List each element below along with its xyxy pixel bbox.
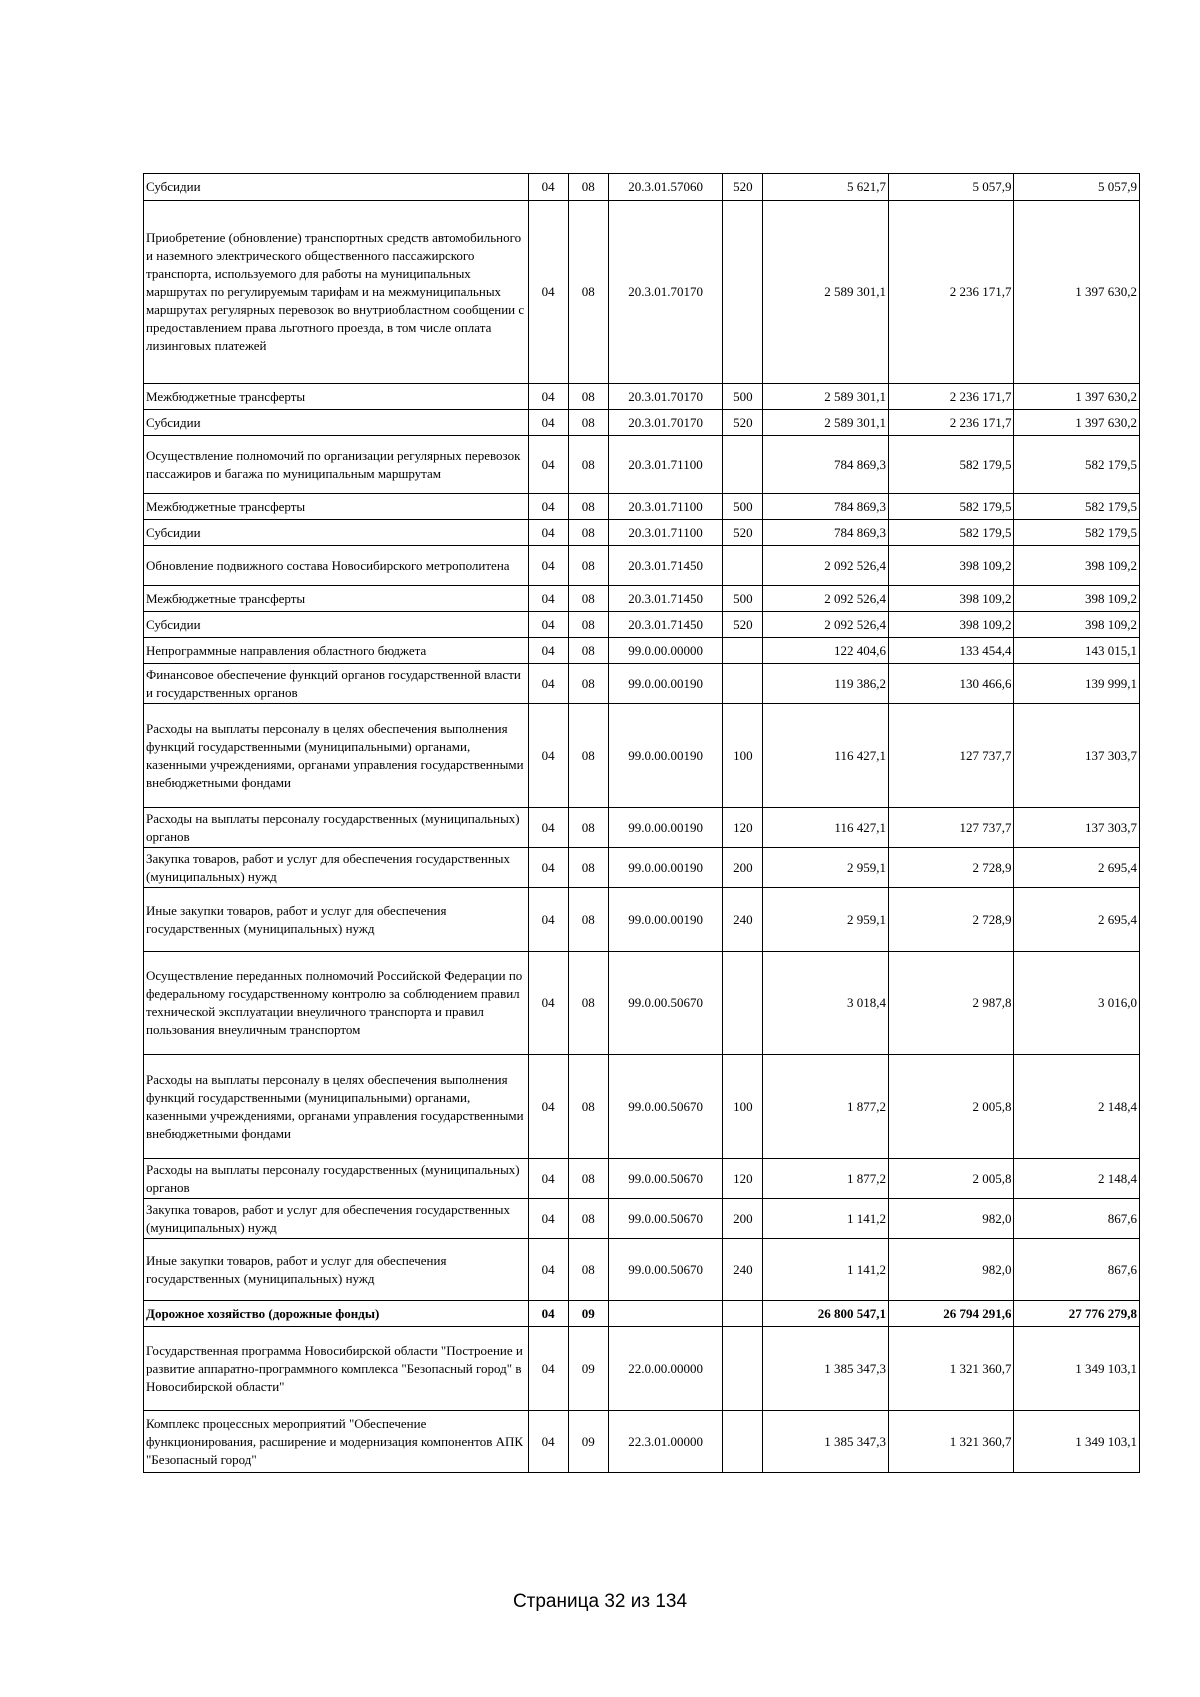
subsection-code: 08 bbox=[568, 612, 608, 638]
row-name: Субсидии bbox=[144, 174, 529, 201]
row-name: Субсидии bbox=[144, 612, 529, 638]
section-code: 04 bbox=[528, 1411, 568, 1473]
amount-year-1: 3 018,4 bbox=[763, 952, 889, 1055]
section-code: 04 bbox=[528, 1327, 568, 1411]
amount-year-3: 582 179,5 bbox=[1014, 520, 1140, 546]
target-article-code: 20.3.01.70170 bbox=[608, 410, 722, 436]
page-number: Страница 32 из 134 bbox=[512, 1591, 688, 1612]
subsection-code: 08 bbox=[568, 808, 608, 848]
row-name: Осуществление переданных полномочий Российской Федерации по федеральному государственному контролю за соблюдением правил технической эксплуатации внеуличного транспорта и правил пользования внеуличным транспортом bbox=[144, 952, 529, 1055]
table-row bbox=[144, 494, 1140, 520]
amount-year-1: 116 427,1 bbox=[763, 704, 889, 808]
section-code: 04 bbox=[528, 612, 568, 638]
amount-year-1: 122 404,6 bbox=[763, 638, 889, 664]
section-code: 04 bbox=[528, 888, 568, 952]
target-article-code bbox=[608, 1301, 722, 1327]
target-article-code: 20.3.01.70170 bbox=[608, 201, 722, 384]
section-code: 04 bbox=[528, 546, 568, 586]
target-article-code: 99.0.00.00000 bbox=[608, 638, 722, 664]
table-row bbox=[144, 1239, 1140, 1301]
subsection-code: 08 bbox=[568, 1055, 608, 1159]
expense-type-code bbox=[723, 664, 763, 704]
subsection-code: 08 bbox=[568, 586, 608, 612]
amount-year-3: 582 179,5 bbox=[1014, 436, 1140, 494]
section-code: 04 bbox=[528, 1199, 568, 1239]
amount-year-1: 1 877,2 bbox=[763, 1055, 889, 1159]
section-code: 04 bbox=[528, 494, 568, 520]
amount-year-2: 127 737,7 bbox=[888, 808, 1014, 848]
row-name: Дорожное хозяйство (дорожные фонды) bbox=[144, 1301, 529, 1327]
amount-year-1: 2 959,1 bbox=[763, 848, 889, 888]
target-article-code: 20.3.01.71450 bbox=[608, 546, 722, 586]
row-name: Иные закупки товаров, работ и услуг для обеспечения государственных (муниципальных) нужд bbox=[144, 1239, 529, 1301]
row-name: Непрограммные направления областного бюджета bbox=[144, 638, 529, 664]
row-name: Межбюджетные трансферты bbox=[144, 384, 529, 410]
expense-type-code: 240 bbox=[723, 1239, 763, 1301]
amount-year-1: 2 589 301,1 bbox=[763, 410, 889, 436]
section-code: 04 bbox=[528, 174, 568, 201]
expense-type-code: 500 bbox=[723, 494, 763, 520]
amount-year-3: 1 397 630,2 bbox=[1014, 410, 1140, 436]
amount-year-2: 2 236 171,7 bbox=[888, 410, 1014, 436]
section-code: 04 bbox=[528, 384, 568, 410]
amount-year-1: 784 869,3 bbox=[763, 436, 889, 494]
amount-year-2: 1 321 360,7 bbox=[888, 1411, 1014, 1473]
table-row bbox=[144, 384, 1140, 410]
table-row bbox=[144, 1301, 1140, 1327]
row-name: Расходы на выплаты персоналу государственных (муниципальных) органов bbox=[144, 808, 529, 848]
section-code: 04 bbox=[528, 1055, 568, 1159]
target-article-code: 20.3.01.71100 bbox=[608, 494, 722, 520]
expense-type-code: 100 bbox=[723, 704, 763, 808]
amount-year-1: 2 092 526,4 bbox=[763, 612, 889, 638]
expense-type-code: 200 bbox=[723, 848, 763, 888]
expense-type-code: 520 bbox=[723, 410, 763, 436]
target-article-code: 20.3.01.71450 bbox=[608, 586, 722, 612]
target-article-code: 22.0.00.00000 bbox=[608, 1327, 722, 1411]
subsection-code: 08 bbox=[568, 410, 608, 436]
row-name: Комплекс процессных мероприятий "Обеспечение функционирования, расширение и модернизация компонентов АПК "Безопасный город" bbox=[144, 1411, 529, 1473]
subsection-code: 09 bbox=[568, 1411, 608, 1473]
target-article-code: 99.0.00.50670 bbox=[608, 1159, 722, 1199]
amount-year-2: 2 005,8 bbox=[888, 1159, 1014, 1199]
amount-year-3: 139 999,1 bbox=[1014, 664, 1140, 704]
subsection-code: 08 bbox=[568, 436, 608, 494]
table-row bbox=[144, 1411, 1140, 1473]
amount-year-1: 2 589 301,1 bbox=[763, 201, 889, 384]
amount-year-2: 398 109,2 bbox=[888, 612, 1014, 638]
section-code: 04 bbox=[528, 436, 568, 494]
row-name: Обновление подвижного состава Новосибирского метрополитена bbox=[144, 546, 529, 586]
expense-type-code bbox=[723, 1327, 763, 1411]
amount-year-1: 2 589 301,1 bbox=[763, 384, 889, 410]
amount-year-3: 2 148,4 bbox=[1014, 1159, 1140, 1199]
target-article-code: 20.3.01.71100 bbox=[608, 436, 722, 494]
section-code: 04 bbox=[528, 1159, 568, 1199]
amount-year-1: 1 141,2 bbox=[763, 1199, 889, 1239]
subsection-code: 08 bbox=[568, 546, 608, 586]
table-row bbox=[144, 704, 1140, 808]
amount-year-3: 137 303,7 bbox=[1014, 808, 1140, 848]
amount-year-3: 582 179,5 bbox=[1014, 494, 1140, 520]
amount-year-3: 867,6 bbox=[1014, 1199, 1140, 1239]
amount-year-3: 2 148,4 bbox=[1014, 1055, 1140, 1159]
amount-year-1: 2 092 526,4 bbox=[763, 546, 889, 586]
expense-type-code bbox=[723, 1301, 763, 1327]
subsection-code: 08 bbox=[568, 704, 608, 808]
amount-year-2: 2 236 171,7 bbox=[888, 384, 1014, 410]
amount-year-2: 582 179,5 bbox=[888, 520, 1014, 546]
table-row bbox=[144, 586, 1140, 612]
amount-year-3: 2 695,4 bbox=[1014, 888, 1140, 952]
expense-type-code bbox=[723, 201, 763, 384]
target-article-code: 20.3.01.71450 bbox=[608, 612, 722, 638]
amount-year-2: 582 179,5 bbox=[888, 494, 1014, 520]
row-name: Закупка товаров, работ и услуг для обеспечения государственных (муниципальных) нужд bbox=[144, 1199, 529, 1239]
target-article-code: 20.3.01.57060 bbox=[608, 174, 722, 201]
expense-type-code: 120 bbox=[723, 808, 763, 848]
row-name: Межбюджетные трансферты bbox=[144, 586, 529, 612]
row-name: Закупка товаров, работ и услуг для обеспечения государственных (муниципальных) нужд bbox=[144, 848, 529, 888]
section-code: 04 bbox=[528, 704, 568, 808]
subsection-code: 08 bbox=[568, 174, 608, 201]
row-name: Расходы на выплаты персоналу в целях обеспечения выполнения функций государственными (муниципальными) органами, казенными учреждениями, органами управления государственными внебюджетными фондами bbox=[144, 1055, 529, 1159]
amount-year-2: 398 109,2 bbox=[888, 546, 1014, 586]
amount-year-3: 398 109,2 bbox=[1014, 586, 1140, 612]
row-name: Расходы на выплаты персоналу государственных (муниципальных) органов bbox=[144, 1159, 529, 1199]
table-row bbox=[144, 436, 1140, 494]
amount-year-3: 3 016,0 bbox=[1014, 952, 1140, 1055]
row-name: Субсидии bbox=[144, 410, 529, 436]
target-article-code: 22.3.01.00000 bbox=[608, 1411, 722, 1473]
amount-year-2: 2 005,8 bbox=[888, 1055, 1014, 1159]
amount-year-1: 784 869,3 bbox=[763, 520, 889, 546]
expense-type-code: 240 bbox=[723, 888, 763, 952]
amount-year-1: 1 385 347,3 bbox=[763, 1327, 889, 1411]
subsection-code: 08 bbox=[568, 384, 608, 410]
table-row bbox=[144, 888, 1140, 952]
subsection-code: 08 bbox=[568, 848, 608, 888]
row-name: Осуществление полномочий по организации регулярных перевозок пассажиров и багажа по муниципальным маршрутам bbox=[144, 436, 529, 494]
target-article-code: 99.0.00.50670 bbox=[608, 952, 722, 1055]
section-code: 04 bbox=[528, 638, 568, 664]
subsection-code: 09 bbox=[568, 1327, 608, 1411]
target-article-code: 20.3.01.71100 bbox=[608, 520, 722, 546]
table-row bbox=[144, 848, 1140, 888]
table-row bbox=[144, 664, 1140, 704]
subsection-code: 08 bbox=[568, 494, 608, 520]
section-code: 04 bbox=[528, 664, 568, 704]
expense-type-code: 500 bbox=[723, 384, 763, 410]
amount-year-1: 1 141,2 bbox=[763, 1239, 889, 1301]
subsection-code: 08 bbox=[568, 1199, 608, 1239]
amount-year-1: 119 386,2 bbox=[763, 664, 889, 704]
subsection-code: 09 bbox=[568, 1301, 608, 1327]
amount-year-2: 2 728,9 bbox=[888, 888, 1014, 952]
amount-year-1: 1 877,2 bbox=[763, 1159, 889, 1199]
table-row bbox=[144, 1327, 1140, 1411]
table-row bbox=[144, 520, 1140, 546]
amount-year-2: 398 109,2 bbox=[888, 586, 1014, 612]
table-row bbox=[144, 1159, 1140, 1199]
section-code: 04 bbox=[528, 410, 568, 436]
subsection-code: 08 bbox=[568, 952, 608, 1055]
row-name: Расходы на выплаты персоналу в целях обеспечения выполнения функций государственными (муниципальными) органами, казенными учреждениями, органами управления государственными внебюджетными фондами bbox=[144, 704, 529, 808]
row-name: Финансовое обеспечение функций органов государственной власти и государственных органов bbox=[144, 664, 529, 704]
amount-year-1: 2 092 526,4 bbox=[763, 586, 889, 612]
amount-year-3: 398 109,2 bbox=[1014, 546, 1140, 586]
section-code: 04 bbox=[528, 1301, 568, 1327]
section-code: 04 bbox=[528, 1239, 568, 1301]
expense-type-code: 520 bbox=[723, 520, 763, 546]
amount-year-2: 5 057,9 bbox=[888, 174, 1014, 201]
amount-year-3: 143 015,1 bbox=[1014, 638, 1140, 664]
target-article-code: 20.3.01.70170 bbox=[608, 384, 722, 410]
expense-type-code: 520 bbox=[723, 612, 763, 638]
expense-type-code bbox=[723, 546, 763, 586]
amount-year-3: 5 057,9 bbox=[1014, 174, 1140, 201]
amount-year-2: 26 794 291,6 bbox=[888, 1301, 1014, 1327]
section-code: 04 bbox=[528, 808, 568, 848]
amount-year-3: 398 109,2 bbox=[1014, 612, 1140, 638]
table-row bbox=[144, 1055, 1140, 1159]
row-name: Межбюджетные трансферты bbox=[144, 494, 529, 520]
section-code: 04 bbox=[528, 520, 568, 546]
section-code: 04 bbox=[528, 952, 568, 1055]
budget-table bbox=[143, 173, 1140, 1473]
table-row bbox=[144, 410, 1140, 436]
expense-type-code: 500 bbox=[723, 586, 763, 612]
amount-year-1: 2 959,1 bbox=[763, 888, 889, 952]
section-code: 04 bbox=[528, 848, 568, 888]
table-row bbox=[144, 174, 1140, 201]
subsection-code: 08 bbox=[568, 1239, 608, 1301]
target-article-code: 99.0.00.50670 bbox=[608, 1055, 722, 1159]
expense-type-code: 120 bbox=[723, 1159, 763, 1199]
subsection-code: 08 bbox=[568, 638, 608, 664]
row-name: Приобретение (обновление) транспортных средств автомобильного и наземного электрического общественного пассажирского транспорта, используемого для работы на муниципальных маршрутах по регулируемым тарифам и на межмуниципальных маршрутах регулярных перевозок во внутриобластном сообщении с предоставлением права льготного проезда, в том числе оплата лизинговых платежей bbox=[144, 201, 529, 384]
table-row bbox=[144, 952, 1140, 1055]
section-code: 04 bbox=[528, 586, 568, 612]
table-row bbox=[144, 612, 1140, 638]
expense-type-code: 520 bbox=[723, 174, 763, 201]
amount-year-1: 26 800 547,1 bbox=[763, 1301, 889, 1327]
subsection-code: 08 bbox=[568, 888, 608, 952]
amount-year-3: 2 695,4 bbox=[1014, 848, 1140, 888]
table-row bbox=[144, 201, 1140, 384]
target-article-code: 99.0.00.50670 bbox=[608, 1199, 722, 1239]
table-row bbox=[144, 638, 1140, 664]
amount-year-3: 1 397 630,2 bbox=[1014, 384, 1140, 410]
table-row bbox=[144, 808, 1140, 848]
table-row bbox=[144, 546, 1140, 586]
expense-type-code bbox=[723, 952, 763, 1055]
amount-year-1: 1 385 347,3 bbox=[763, 1411, 889, 1473]
amount-year-2: 2 236 171,7 bbox=[888, 201, 1014, 384]
amount-year-2: 130 466,6 bbox=[888, 664, 1014, 704]
amount-year-1: 784 869,3 bbox=[763, 494, 889, 520]
amount-year-3: 27 776 279,8 bbox=[1014, 1301, 1140, 1327]
target-article-code: 99.0.00.00190 bbox=[608, 808, 722, 848]
row-name: Государственная программа Новосибирской области "Построение и развитие аппаратно-программного комплекса "Безопасный город" в Новосибирской области" bbox=[144, 1327, 529, 1411]
amount-year-3: 1 349 103,1 bbox=[1014, 1411, 1140, 1473]
amount-year-1: 5 621,7 bbox=[763, 174, 889, 201]
subsection-code: 08 bbox=[568, 664, 608, 704]
row-name: Иные закупки товаров, работ и услуг для обеспечения государственных (муниципальных) нужд bbox=[144, 888, 529, 952]
amount-year-2: 2 987,8 bbox=[888, 952, 1014, 1055]
expense-type-code bbox=[723, 1411, 763, 1473]
amount-year-1: 116 427,1 bbox=[763, 808, 889, 848]
amount-year-3: 1 397 630,2 bbox=[1014, 201, 1140, 384]
amount-year-2: 1 321 360,7 bbox=[888, 1327, 1014, 1411]
expense-type-code bbox=[723, 638, 763, 664]
subsection-code: 08 bbox=[568, 201, 608, 384]
amount-year-2: 133 454,4 bbox=[888, 638, 1014, 664]
amount-year-2: 2 728,9 bbox=[888, 848, 1014, 888]
amount-year-3: 137 303,7 bbox=[1014, 704, 1140, 808]
target-article-code: 99.0.00.00190 bbox=[608, 888, 722, 952]
amount-year-2: 982,0 bbox=[888, 1199, 1014, 1239]
expense-type-code: 100 bbox=[723, 1055, 763, 1159]
expense-type-code bbox=[723, 436, 763, 494]
subsection-code: 08 bbox=[568, 520, 608, 546]
subsection-code: 08 bbox=[568, 1159, 608, 1199]
table-row bbox=[144, 1199, 1140, 1239]
section-code: 04 bbox=[528, 201, 568, 384]
amount-year-3: 867,6 bbox=[1014, 1239, 1140, 1301]
target-article-code: 99.0.00.50670 bbox=[608, 1239, 722, 1301]
amount-year-2: 982,0 bbox=[888, 1239, 1014, 1301]
target-article-code: 99.0.00.00190 bbox=[608, 704, 722, 808]
amount-year-3: 1 349 103,1 bbox=[1014, 1327, 1140, 1411]
amount-year-2: 582 179,5 bbox=[888, 436, 1014, 494]
expense-type-code: 200 bbox=[723, 1199, 763, 1239]
amount-year-2: 127 737,7 bbox=[888, 704, 1014, 808]
row-name: Субсидии bbox=[144, 520, 529, 546]
budget-table-body bbox=[144, 174, 1140, 1473]
target-article-code: 99.0.00.00190 bbox=[608, 848, 722, 888]
target-article-code: 99.0.00.00190 bbox=[608, 664, 722, 704]
